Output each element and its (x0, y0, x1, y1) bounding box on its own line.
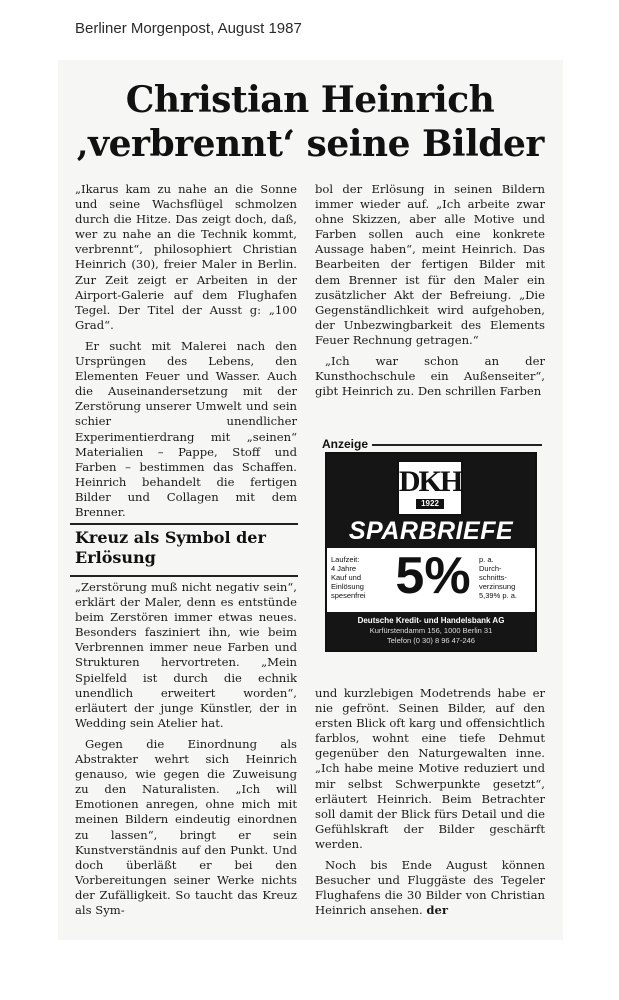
paragraph: und kurzlebigen Modetrends habe er nie gefrönt. Seinen Bilder, auf den ersten Blick oft karg und offensichtlich farblos, wohnt eine tiefe Dehmut gegenüber den Naturgewalten inne. „Ich habe meine Motive reduziert und mir selbst Schwerpunkte gesetzt“, erläutert Heinrich. Beim Betrachter soll damit der Blick fürs Detail und die Gefühlskraft der Bilder geschärft werden. (315, 686, 545, 851)
source-caption: Berliner Morgenpost, August 1987 (75, 20, 302, 37)
ad-label: Anzeige (322, 437, 369, 451)
bank-name: Deutsche Kredit- und Handelsbank AG (357, 616, 505, 625)
ad-term-line: spesenfrei (331, 591, 366, 600)
ad-term-line: Laufzeit: (331, 555, 360, 564)
subhead-rule-top (70, 523, 298, 525)
ad-term-line: 5,39% p. a. (479, 591, 517, 600)
article-column-1-bottom (75, 580, 297, 924)
dkh-logo (397, 460, 463, 516)
dkh-logo-year: 1922 (416, 499, 444, 509)
bank-phone: Telefon (0 30) 8 96 47-246 (387, 636, 475, 645)
ad-term-line: p. a. (479, 555, 494, 564)
bank-address: Kurfürstendamm 156, 1000 Berlin 31 (369, 626, 493, 635)
ad-headline: SPARBRIEFE (348, 517, 514, 545)
ad-terms-left (331, 555, 391, 600)
headline-line-2: ‚verbrennt‘ seine Bilder (76, 123, 544, 165)
subhead-rule-bottom (70, 575, 298, 577)
paragraph-text: Noch bis Ende August können Besucher und Fluggäste des Tegeler Flughafens die 30 Bilder von Christian Heinrich ansehen. (315, 858, 545, 918)
continuation-mark: der (426, 903, 448, 918)
advertisement (325, 452, 537, 652)
paragraph: bol der Erlösung in seinen Bildern immer wieder auf. „Ich arbeite zwar ohne Skizzen, aber alle Motive und Farben sollen auch eine konkrete Aussage haben“, meint Heinrich. Das Bearbeiten der fertigen Bilder mit dem Brenner ist für den Maler ein zusätzlicher Akt der Befreiung. „Die Gegenständlichkeit wird aufgehoben, der Unbezwingbarkeit des Elements Feuer Rechnung getragen.“ (315, 182, 545, 347)
ad-bank-footer (327, 612, 535, 650)
ad-terms-right (479, 555, 535, 600)
paragraph: „Ikarus kam zu nahe an die Sonne und seine Wachsflügel schmolzen durch die Hitze. Das zeigt doch, daß, wer zu nahe an die Technik kommt, verbrennt“, philosophiert Christian Heinrich (30), freier Maler in Berlin. Zur Zeit zeigt er Arbeiten in der Airport-Galerie auf dem Flughafen Tegel. Der Titel der Ausst g: „100 Grad“. (75, 182, 297, 332)
ad-term-line: Einlösung (331, 582, 364, 591)
article-column-2-top (315, 182, 545, 405)
dkh-logo-text: DKH (398, 465, 462, 498)
article-column-2-bottom (315, 686, 545, 924)
ad-term-line: Kauf und (331, 573, 362, 582)
ad-header (327, 454, 535, 548)
paragraph (315, 858, 545, 918)
ad-label-rule (372, 444, 542, 446)
ad-term-line: 4 Jahre (331, 564, 357, 573)
paragraph: „Ich war schon an der Kunsthochschule ein Außenseiter“, gibt Heinrich zu. Den schrillen Farben (315, 354, 545, 399)
headline-line-1: Christian Heinrich (125, 79, 495, 121)
article-column-1-top (75, 182, 297, 526)
ad-term-line: schnitts- (479, 573, 507, 582)
paragraph: Gegen die Einordnung als Abstrakter wehrt sich Heinrich genauso, wie gegen die Zuweisung zu den Naturalisten. „Ich will Emotionen anregen, ohne mich mit meinen Bildern eindeutig einordnen zu lassen“, bringt er sein Kunstverständnis auf den Punkt. Und doch überläßt er bei den Vorbereitungen seiner Werke nichts der Zufälligkeit. So taucht das Kreuz als Sym- (75, 736, 297, 917)
paragraph: „Zerstörung muß nicht negativ sein“, erklärt der Maler, denn es entstünde beim Zerstören immer etwas neues. Besonders fasziniert ihn, wie beim Verbrennen immer neue Farben und Strukturen hervortreten. „Mein Spielfeld ist durch die echnik unendlich erweitert worden“, erläutert der junge Künstler, der in Wedding sein Atelier hat. (75, 580, 297, 730)
paragraph: Er sucht mit Malerei nach den Ursprüngen des Lebens, den Elementen Feuer und Wasser. Auch die Auseinandersetzung mit der Zerstörung unserer Umwelt und sein schier unendlicher Experimentierdrang mit „seinen“ Materialien – Pappe, Stoff und Farben – bestimmen das Schaffen. Heinrich behandelt die fertigen Bilder und Collagen mit dem Brenner. (75, 338, 297, 519)
ad-interest-rate: 5% (395, 547, 471, 605)
ad-term-line: Durch- (479, 564, 502, 573)
article-headline (60, 78, 560, 166)
article-subhead: Kreuz als Symbol der Erlösung (75, 528, 266, 567)
ad-term-line: verzinsung (479, 582, 516, 591)
